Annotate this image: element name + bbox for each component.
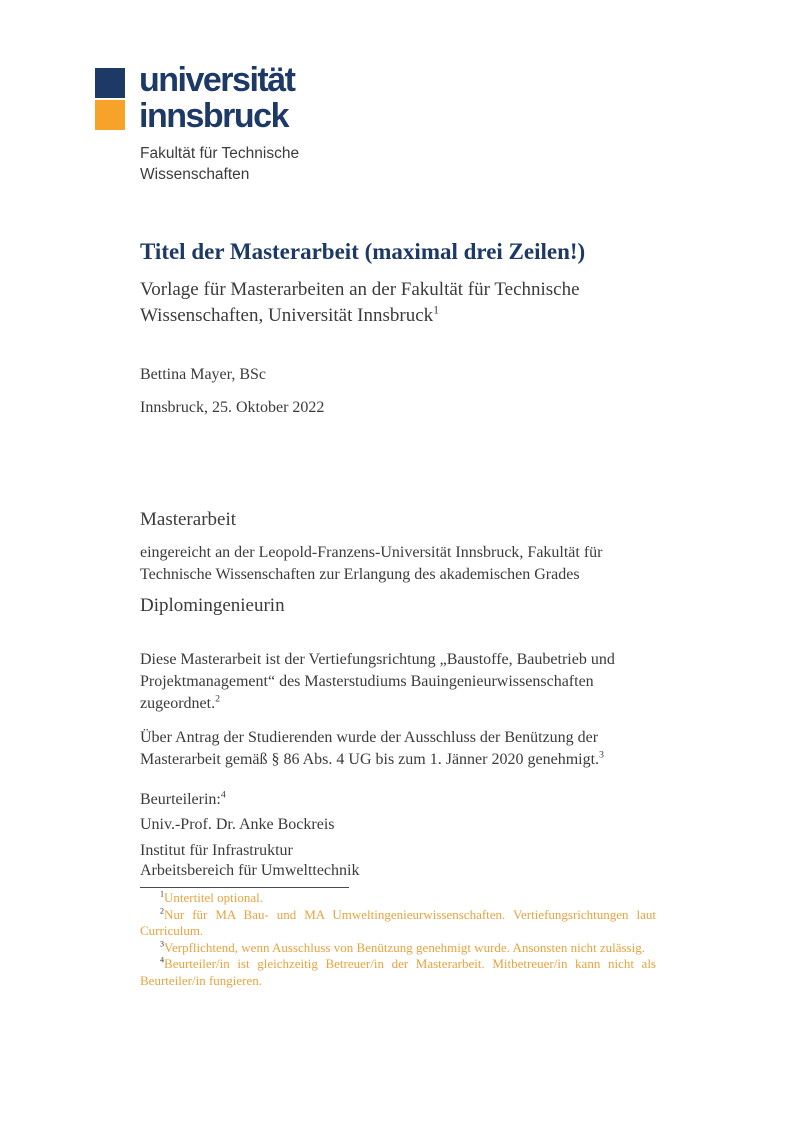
- footnote-1-text: Untertitel optional.: [164, 890, 263, 905]
- logo-blue-square-icon: [95, 68, 125, 98]
- assessor-affiliation: [140, 841, 359, 881]
- footnote-ref-2: 2: [215, 693, 221, 705]
- degree-name: Diplomingenieurin: [140, 595, 285, 616]
- footnote-2-text: Nur für MA Bau- und MA Umweltingenieurwissenschaften. Vertiefungsrichtungen laut Curriculum.: [140, 906, 656, 939]
- footnote-3-marker: 3: [160, 939, 165, 949]
- author-name: Bettina Mayer, BSc: [140, 366, 266, 383]
- footnote-4: [140, 956, 656, 989]
- footnote-3-text: Verpflichtend, wenn Ausschluss von Benützung genehmigt wurde. Ansonsten nicht zulässig.: [164, 939, 645, 955]
- assessor-label-text: Beurteilerin:: [140, 791, 221, 808]
- footnote-2-marker: 2: [160, 906, 165, 916]
- assessor-unit: Arbeitsbereich für Umwelttechnik: [140, 862, 360, 879]
- assessor-label: [140, 791, 226, 809]
- logo-orange-square-icon: [95, 100, 125, 130]
- footnote-ref-1: 1: [433, 303, 440, 317]
- footnote-4-marker: 4: [160, 956, 165, 966]
- faculty-line-1: Fakultät für Technische: [140, 145, 300, 162]
- submission-statement: eingereicht an der Leopold-Franzens-Universität Innsbruck, Fakultät für Technische Wissenschaften zur Erlangung des akademischen Grades: [140, 544, 603, 583]
- assessor-institute: Institut für Infrastruktur: [140, 842, 293, 859]
- footnote-1-marker: 1: [160, 889, 165, 899]
- footnote-ref-4: 4: [220, 789, 226, 801]
- specialization-statement: [140, 649, 640, 715]
- university-wordmark: [139, 62, 294, 134]
- thesis-type: Masterarbeit: [140, 509, 237, 530]
- footnote-2: [140, 907, 656, 940]
- footnote-1: [140, 890, 656, 907]
- subtitle-text: Vorlage für Masterarbeiten an der Fakultät für Technische Wissenschaften, Universität Innsbruck: [140, 279, 580, 326]
- faculty-name: [140, 143, 299, 185]
- thesis-title: Titel der Masterarbeit (maximal drei Zeilen!): [140, 239, 586, 264]
- footnote-3: [140, 940, 656, 957]
- embargo-statement: [140, 727, 640, 771]
- faculty-line-2: Wissenschaften: [140, 166, 250, 183]
- footnote-4-text: Beurteiler/in ist gleichzeitig Betreuer/in der Masterarbeit. Mitbetreuer/in kann nicht als Beurteiler/in fungieren.: [140, 956, 656, 988]
- thesis-subtitle: [140, 277, 625, 329]
- place-and-date: Innsbruck, 25. Oktober 2022: [140, 399, 325, 416]
- footnote-rule: [140, 887, 349, 888]
- embargo-text: Über Antrag der Studierenden wurde der Ausschluss der Benützung der Masterarbeit gemäß § 86 Abs. 4 UG bis zum 1. Jänner 2020 genehmigt.: [140, 729, 600, 768]
- footnote-ref-3: 3: [599, 749, 604, 761]
- wordmark-line-1: universität: [139, 61, 295, 99]
- university-logo: [95, 68, 125, 130]
- wordmark-line-2: innsbruck: [139, 97, 288, 135]
- specialization-text: Diese Masterarbeit ist der Vertiefungsrichtung „Baustoffe, Baubetrieb und Projektmanagement“ des Masterstudiums Bauingenieurwissenschaften zugeordnet.: [140, 651, 615, 712]
- footnotes-block: [140, 890, 656, 990]
- assessor-name: Univ.-Prof. Dr. Anke Bockreis: [140, 816, 335, 833]
